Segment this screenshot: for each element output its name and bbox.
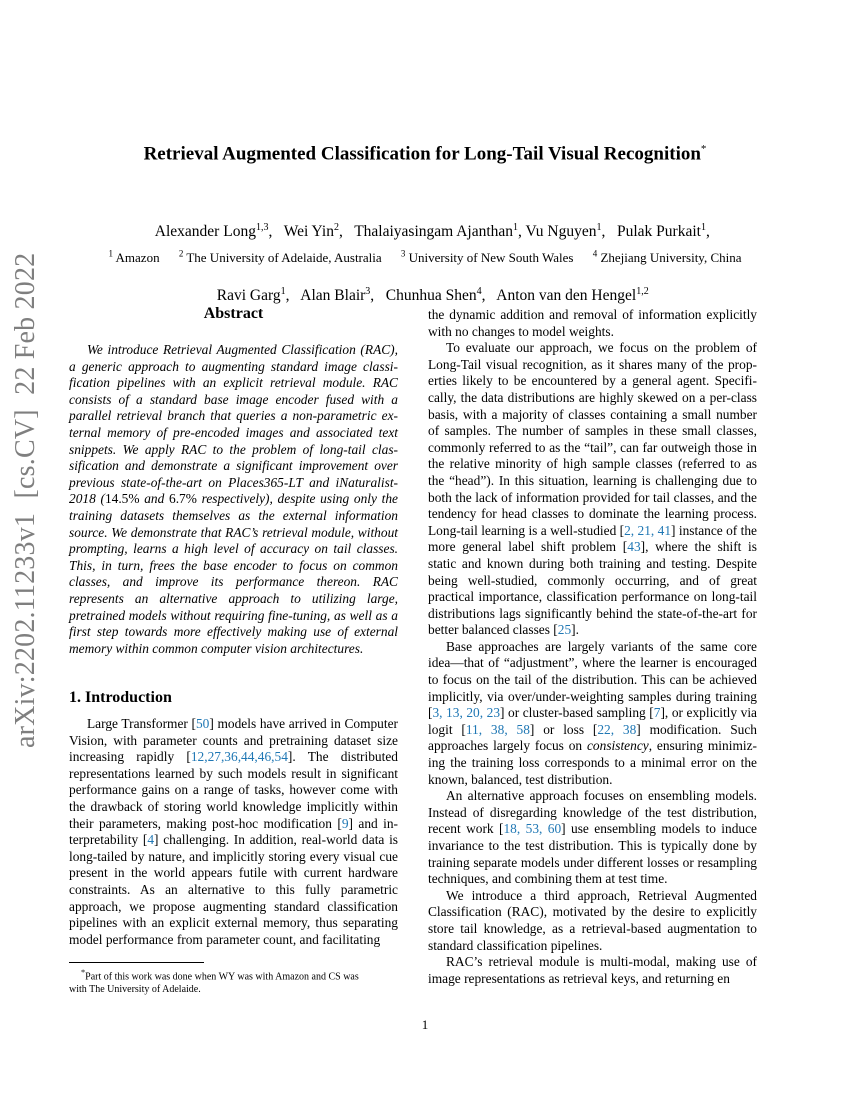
citation-link[interactable]: 4 [147,832,155,848]
citation-link[interactable]: 22, 38 [597,721,637,737]
citation-link[interactable]: 50 [195,716,210,731]
abstract-body [69,342,398,657]
footnote-mark: * [81,968,86,977]
paper-title-text: Retrieval Augmented Classification for Long-Tail Visual Recognition [143,143,701,165]
author: Chunhua Shen$^4$, [385,286,497,305]
citation-link[interactable]: 12,27,36,44,46,54 [190,749,288,765]
citation-link[interactable]: 11, 38, 58 [465,721,530,737]
affiliation: $^2$ The University of Adelaide, Australia [178,249,382,266]
author: Wei Yin$^2$, [283,222,355,241]
paper-title [0,143,850,165]
citation-link[interactable]: 43 [627,539,641,555]
author: Anton van den Hengel$^{1,2}$ [496,286,649,305]
intro-paragraph-5: We introduce a third approach, Retrieval Augmented Classification (RAC), motivated by the desire to explicitly store tail knowledge, as a retrieval-based augmentation to standard classification pipelines. [428,887,757,953]
intro-paragraph-1: Large Transformer [50] models have arrived in Computer Vision, with parameter counts and pretraining dataset size increasing rapidly [12,27,36,44,46,54]. The distributed representations learned by such models result in significant performance gains on a range of tasks, however come with the drawback of storing world knowledge implicitly within their parameters, making post-hoc modification [9] and interpretability [4] challenging. In addition, real-world data is long-tailed by nature, and implicitly storing every visual cue present in the world appears futile with current hardware constraints. As an alternative to this fully parametric approach, we propose augmenting standard classification pipelines with an explicit external memory, thus separating model performance from parameter count, and facilitating [69,716,399,947]
abstract-heading: Abstract [203,305,264,322]
author: Thalaiyasingam Ajanthan$^1$, [354,222,526,241]
intro-paragraph-4: An alternative approach focuses on ensembling models. Instead of disregarding knowledge of the test distribution, recent work [18, 53, 60] use ensembling models to induce invariance to the test distribution. This is typically done by training separate models under different losses or resampling techniques, and combining them at test time. [428,788,757,887]
citation-link[interactable]: 3, 13, 20, 23 [432,705,501,721]
section-heading-introduction: 1. Introduction [69,689,172,706]
intro-paragraph-1-continued: the dynamic addition and removal of information explicitly with no changes to model weights. [428,307,757,339]
citation-link[interactable]: 7 [653,705,661,721]
citation-link[interactable]: 2, 21, 41 [624,522,672,538]
author: Pulak Purkait$^1$, [617,222,710,241]
introduction-right-column [428,307,757,987]
intro-paragraph-2: To evaluate our approach, we focus on the problem of Long-Tail visual recognition, as it shares many of the properties likely to be encountered by a general agent. Specifically, the data distributions are highly skewed on a per-class basis, with a majority of classes containing a small number of samples. The number of samples in these small classes, commonly referred to as the “tail”, can far outweigh those in the relative minority of high sample classes (referred to as the “head”). In this situation, learning is challenging due to both the lack of information provided for tail classes, and the tendency for head classes to dominate the learning process. Long-tail learning is a well-studied [2, 21, 41] instance of the more general label shift problem [43], where the shift is static and known during both training and testing. Despite being well-studied, commonly occurring, and of great practical importance, classification performance on long-tail distributions lags significantly behind the state-of-the-art for better balanced classes [25]. [428,340,757,638]
footnote-divider [69,962,204,963]
author: Ravi Garg$^1$, [216,286,301,305]
affiliation: $^3$ University of New South Wales [400,249,574,266]
citation-link[interactable]: 18, 53, 60 [503,821,562,837]
author: Vu Nguyen$^1$, [525,222,617,241]
abstract-paragraph: We introduce Retrieval Augmented Classification (RAC), a generic approach to augmenting standard image classification pipelines with an explicit retrieval module. RAC consists of a standard base image encoder fused with a parallel retrieval branch that queries a non-parametric external memory of pre-encoded images and associated text snippets. We apply RAC to the problem of long-tail classification and demonstrate a significant improvement over previous state-of-the-art on Places365-LT and iNaturalist-2018 (14.5% and 6.7% respectively), despite using only the training datasets themselves as the external information source. We demonstrate that RAC’s retrieval module, without prompting, learns a high level of accuracy on tail classes. This, in turn, frees the base encoder to focus on common classes, and improve its performance thereon. RAC represents an alternative approach to utilizing large, pretrained models without requiring fine-tuning, as well as a first step towards more effectively making use of external memory within common computer vision architectures. [69,342,398,656]
citation-link[interactable]: 25 [557,622,572,638]
page-number: 1 [421,1017,429,1032]
title-footnote-mark: * [700,143,707,155]
arxiv-identifier-stamp: arXiv:2202.11233v1 [cs.CV] 22 Feb 2022 [10,252,41,748]
affiliation: $^4$ Zhejiang University, China [592,249,742,266]
affiliation: $^1$ Amazon [108,249,160,266]
author: Alexander Long$^{1,3}$, [154,222,284,241]
citation-link[interactable]: 9 [341,815,349,831]
introduction-left-column [69,716,398,948]
intro-paragraph-3: Base approaches are largely variants of the same core idea—that of “adjustment”, where the learner is encouraged to focus on the tail of the distribution. This can be achieved implicitly, via over/under-weighting samples during training [3, 13, 20, 23] or cluster-based sampling [7], or explicitly via logit [11, 38, 58] or loss [22, 38] modification. Such approaches largely focus on consistency, ensuring minimizing the training loss corresponds to a minimal error on the known, balanced, test distribution. [428,638,758,787]
author: Alan Blair$^3$, [300,286,386,305]
intro-paragraph-6: RAC’s retrieval module is multi-modal, making use of image representations as retrieval keys, and returning en [428,954,757,986]
affiliations [0,249,850,266]
footnote: *Part of this work was done when WY was with Amazon and CS was with The University of Adelaide. [69,968,359,996]
